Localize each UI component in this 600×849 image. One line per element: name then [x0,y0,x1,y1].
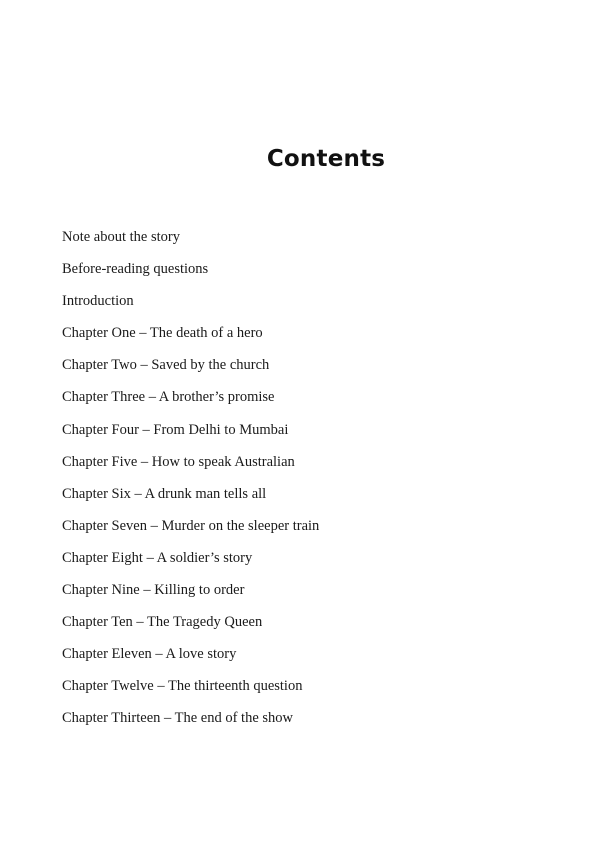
toc-entry: Introduction [62,293,134,310]
toc-entry: Before-reading questions [62,261,209,278]
toc-entry: Note about the story [62,229,180,245]
toc-entry: Chapter Eleven – A love story [62,646,237,663]
toc-entry: Chapter Thirteen – The end of the show [62,710,294,727]
toc-entry: Chapter Two – Saved by the church [62,357,270,374]
toc-entry: Chapter Twelve – The thirteenth question [62,678,303,695]
toc-entry: Chapter Nine – Killing to order [62,582,245,599]
toc-entry: Chapter Eight – A soldier’s story [62,549,253,566]
toc-entry: Chapter One – The death of a hero [62,325,263,342]
toc-entry: Chapter Five – How to speak Australian [62,453,295,470]
page-title: Contents [266,146,386,172]
table-of-contents [62,227,319,741]
toc-entry: Chapter Seven – Murder on the sleeper train [62,517,320,534]
toc-entry: Chapter Four – From Delhi to Mumbai [62,421,289,438]
toc-entry: Chapter Three – A brother’s promise [62,389,275,406]
toc-entry: Chapter Six – A drunk man tells all [62,485,267,502]
toc-entry: Chapter Ten – The Tragedy Queen [62,614,263,631]
